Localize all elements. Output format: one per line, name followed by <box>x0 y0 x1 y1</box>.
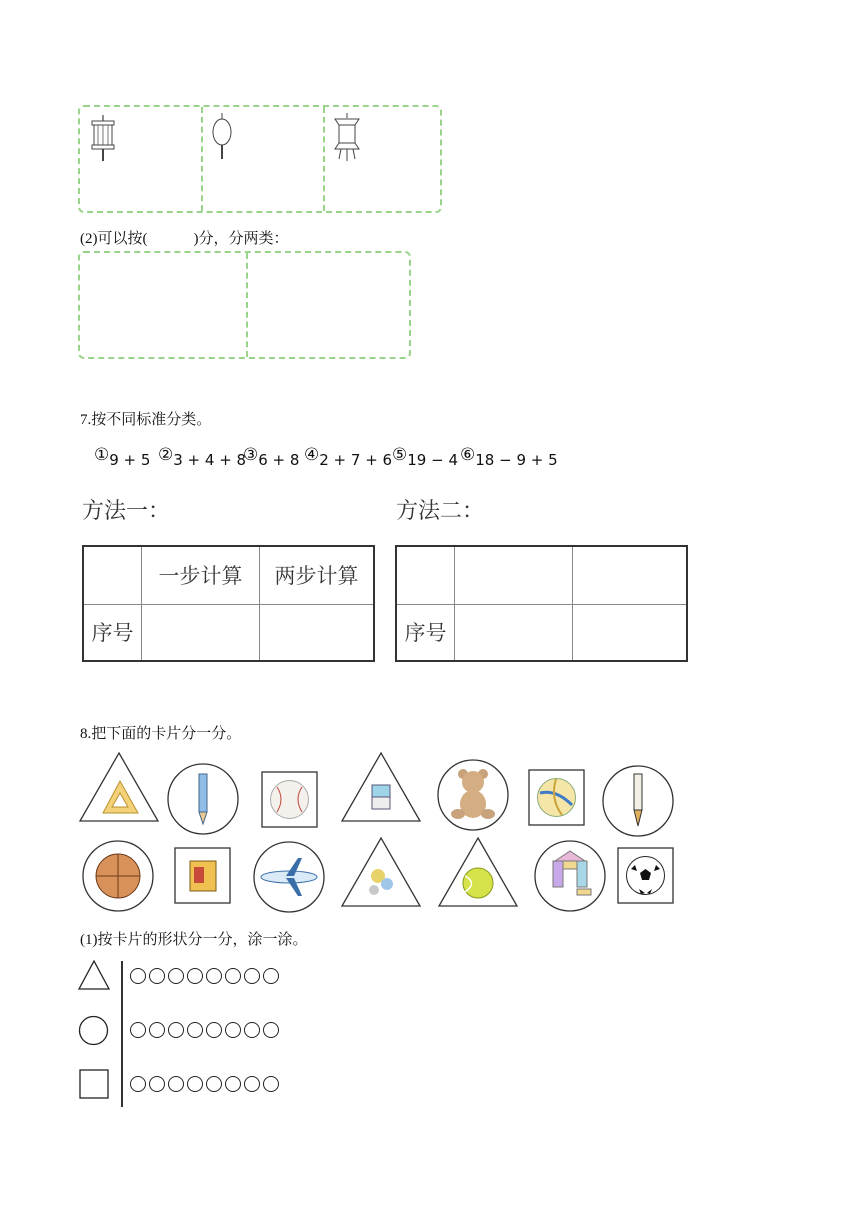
method2-label: 方法二： <box>396 499 485 524</box>
method2-answer-cell-2[interactable] <box>573 604 688 661</box>
fill-bubble[interactable] <box>149 968 165 984</box>
fill-bubble[interactable] <box>206 1076 222 1092</box>
fill-bubble[interactable] <box>225 1076 241 1092</box>
method2-col1-header[interactable] <box>455 546 573 604</box>
fill-bubble[interactable] <box>206 1022 222 1038</box>
q2-label-end: )分，分两类： <box>193 231 289 247</box>
fill-bubble[interactable] <box>225 1022 241 1038</box>
fill-bubble[interactable] <box>244 1022 260 1038</box>
expr-2: ②3 + 4 + 8 <box>158 445 247 469</box>
method1-row-label: 序号 <box>83 604 142 661</box>
expr-4: ④2 + 7 + 6 <box>304 445 393 469</box>
triangle-card-toy <box>340 836 422 908</box>
fill-bubble[interactable] <box>168 1022 184 1038</box>
method1-table <box>82 545 375 662</box>
circle-card-fountain-pen <box>601 764 675 838</box>
fill-bubble[interactable] <box>130 1076 146 1092</box>
method1-answer-cell-2[interactable] <box>260 604 375 661</box>
circle-shape-icon <box>78 1015 109 1046</box>
circle-card-basketball <box>81 839 155 913</box>
circle-bubble-row <box>130 1022 279 1038</box>
triangle-card-eraser <box>340 751 422 823</box>
circle-card-airplane <box>252 840 326 914</box>
fill-bubble[interactable] <box>187 968 203 984</box>
q2-prompt <box>80 227 289 248</box>
circle-card-teddy-bear <box>436 758 510 832</box>
expr-3: ③6 + 8 <box>243 445 300 469</box>
lantern-divider-2 <box>323 107 325 211</box>
square-card-baseball <box>261 771 318 828</box>
method2-corner-cell <box>396 546 455 604</box>
lantern-divider-1 <box>201 107 203 211</box>
square-lantern-icon <box>88 115 118 163</box>
method2-row-label: 序号 <box>396 604 455 661</box>
method1-col2-header: 两步计算 <box>260 546 375 604</box>
square-card-volleyball <box>528 769 585 826</box>
two-class-box <box>78 251 411 359</box>
fill-bubble[interactable] <box>130 1022 146 1038</box>
fill-bubble[interactable] <box>263 1022 279 1038</box>
expr-6: ⑥18 − 9 + 5 <box>460 445 558 469</box>
method2-answer-cell-1[interactable] <box>455 604 573 661</box>
fill-bubble[interactable] <box>206 968 222 984</box>
expr-5: ⑤19 − 4 <box>392 445 458 469</box>
palace-lantern-icon <box>331 113 363 163</box>
method1-answer-cell-1[interactable] <box>142 604 260 661</box>
fill-bubble[interactable] <box>244 968 260 984</box>
round-lantern-icon <box>209 113 235 161</box>
lantern-box <box>78 105 442 213</box>
q8-sub1: (1)按卡片的形状分一分，涂一涂。 <box>80 932 308 948</box>
triangle-card-tennis-ball <box>437 836 519 908</box>
circle-card-building-blocks <box>533 839 607 913</box>
fill-bubble[interactable] <box>168 968 184 984</box>
method1-label: 方法一： <box>82 499 171 524</box>
triangle-card-set-square <box>78 751 160 823</box>
method2-table <box>395 545 688 662</box>
square-bubble-row <box>130 1076 279 1092</box>
method2-col2-header[interactable] <box>573 546 688 604</box>
fill-bubble[interactable] <box>225 968 241 984</box>
q2-label: (2)可以按( <box>80 231 148 247</box>
fill-bubble[interactable] <box>149 1076 165 1092</box>
expr-1: ①9 + 5 <box>94 445 151 469</box>
q7-title: 7.按不同标准分类。 <box>80 412 212 428</box>
fill-bubble[interactable] <box>149 1022 165 1038</box>
circle-card-pencil <box>166 762 240 836</box>
two-class-divider <box>246 253 248 357</box>
fill-bubble[interactable] <box>130 968 146 984</box>
fill-bubble[interactable] <box>168 1076 184 1092</box>
square-shape-icon <box>79 1069 109 1099</box>
fill-bubble[interactable] <box>244 1076 260 1092</box>
method1-col1-header: 一步计算 <box>142 546 260 604</box>
triangle-shape-icon <box>78 960 110 990</box>
shape-column-divider <box>121 961 123 1107</box>
fill-bubble[interactable] <box>187 1022 203 1038</box>
fill-bubble[interactable] <box>187 1076 203 1092</box>
q8-title: 8.把下面的卡片分一分。 <box>80 726 242 742</box>
square-card-pencil-sharpener <box>174 847 231 904</box>
square-card-soccer-ball <box>617 847 674 904</box>
triangle-bubble-row <box>130 968 279 984</box>
method1-corner-cell <box>83 546 142 604</box>
fill-bubble[interactable] <box>263 1076 279 1092</box>
fill-bubble[interactable] <box>263 968 279 984</box>
